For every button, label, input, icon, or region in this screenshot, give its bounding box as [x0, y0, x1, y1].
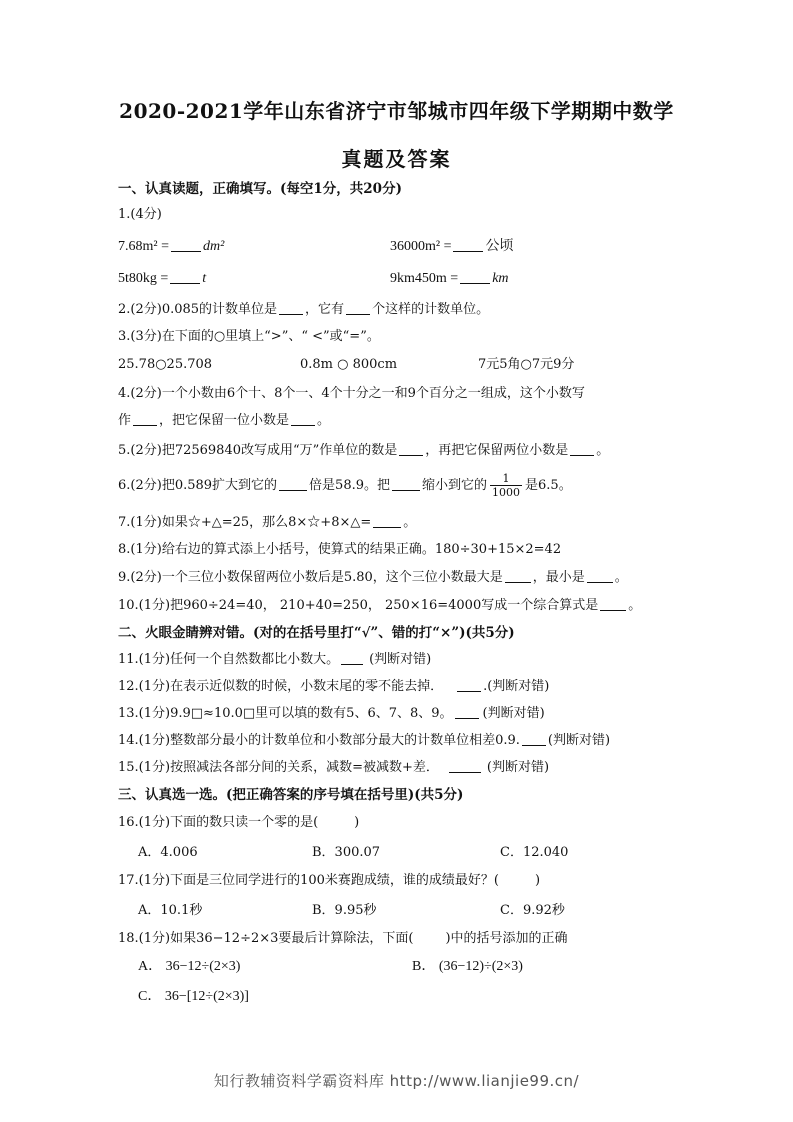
- question-18: [118, 930, 688, 948]
- judge-label: .(判断对错): [483, 679, 550, 694]
- question-2: [118, 301, 688, 319]
- q4-text-2: ，把它保留一位小数是: [159, 413, 290, 428]
- question-1-head: 1.(4分): [118, 207, 162, 222]
- section-1-heading: 一、认真读题，正确填写。(每空1分，共20分): [118, 181, 402, 197]
- question-14: [118, 732, 688, 750]
- section-2-heading: 二、火眼金睛辨对错。(对的在括号里打“√”、错的打“×”)(共5分): [118, 625, 515, 641]
- question-16: [118, 814, 688, 832]
- answer-blank[interactable]: [392, 490, 420, 491]
- q6-text-4: 是6.5。: [525, 478, 572, 493]
- q6-text-3: 缩小到它的: [422, 478, 488, 493]
- q7-text-2: 。: [403, 515, 417, 530]
- answer-blank[interactable]: [460, 283, 490, 284]
- q10-text-2: 。: [628, 598, 642, 613]
- q9-text-3: 。: [614, 570, 628, 585]
- judge-label: (判断对错): [486, 760, 550, 775]
- q7-text-1: 7.(1分)如果☆+△=25，那么8×☆+8×△=: [118, 515, 372, 530]
- question-17: [118, 872, 688, 890]
- answer-blank[interactable]: [279, 490, 307, 491]
- question-7: [118, 514, 688, 532]
- judge-label: (判断对错): [482, 706, 545, 721]
- section-3-heading: 三、认真选一选。(把正确答案的序号填在括号里)(共5分): [118, 787, 464, 803]
- answer-blank[interactable]: [373, 527, 401, 528]
- q16-option-a[interactable]: A．4.006: [138, 845, 198, 860]
- question-13: [118, 705, 688, 723]
- q18-text-2: )中的括号添加的正确: [445, 931, 568, 946]
- q6-text-2: 倍是58.9。把: [309, 478, 390, 493]
- answer-blank[interactable]: [449, 772, 481, 773]
- answer-blank[interactable]: [346, 314, 370, 315]
- q4-text-1: 作: [118, 413, 132, 428]
- q16-text: 16.(1分)下面的数只读一个零的是(: [118, 815, 319, 830]
- q2-text-1: 2.(2分)0.085的计数单位是: [118, 302, 278, 317]
- answer-blank[interactable]: [279, 314, 303, 315]
- q2-text-3: 个这样的计数单位。: [372, 302, 490, 317]
- question-3-a: 25.78○25.708: [118, 357, 213, 372]
- answer-blank[interactable]: [399, 455, 423, 456]
- footer-watermark: 知行教辅资料学霸资料库 http://www.lianjie99.cn/: [213, 1072, 580, 1090]
- q14-text: 14.(1分)整数部分最小的计数单位和小数部分最大的计数单位相差0.9.: [118, 733, 520, 748]
- q18-option-c[interactable]: C． 36−[12÷(2×3)]: [138, 989, 249, 1004]
- q17-option-a[interactable]: A．10.1秒: [138, 903, 203, 918]
- q5-text-3: 。: [596, 443, 610, 458]
- answer-blank[interactable]: [171, 251, 201, 252]
- q1d-unit: km: [492, 271, 509, 286]
- question-6: [118, 472, 688, 500]
- question-5: [118, 442, 688, 460]
- q4-text-3: 。: [317, 413, 331, 428]
- q18-text: 18.(1分)如果36−12÷2×3要最后计算除法，下面(: [118, 931, 414, 946]
- question-8: 8.(1分)给右边的算式添上小括号，使算式的结果正确。180÷30+15×2=42: [118, 542, 562, 557]
- question-12: [118, 678, 688, 696]
- q5-text-1: 5.(2分)把72569840改写成用“万”作单位的数是: [118, 443, 398, 458]
- question-15: [118, 759, 688, 777]
- q2-text-2: ，它有: [305, 302, 345, 317]
- q16-option-c[interactable]: C．12.040: [500, 845, 569, 860]
- q16-text-close: ): [354, 815, 360, 830]
- q1c-text: 5t80kg =: [118, 271, 169, 286]
- fraction-one-thousandth: [490, 472, 522, 499]
- question-1-d: [390, 270, 509, 288]
- fraction-numerator: 1: [490, 472, 522, 486]
- answer-blank[interactable]: [522, 745, 546, 746]
- question-11: [118, 651, 688, 669]
- q17-text: 17.(1分)下面是三位同学进行的100米赛跑成绩，谁的成绩最好？(: [118, 873, 499, 888]
- answer-blank[interactable]: [341, 664, 363, 665]
- q5-text-2: ，再把它保留两位小数是: [425, 443, 569, 458]
- question-3-b: 0.8m ○ 800cm: [300, 357, 398, 372]
- question-3-c: 7元5角○7元9分: [478, 357, 575, 372]
- q9-text-2: ，最小是: [532, 570, 585, 585]
- q11-text: 11.(1分)任何一个自然数都比小数大。: [118, 652, 340, 667]
- document-subtitle: 真题及答案: [341, 147, 452, 171]
- q18-option-a[interactable]: A． 36−12÷(2×3): [138, 959, 241, 974]
- q15-text: 15.(1分)按照减法各部分间的关系，减数=被减数+差．: [118, 760, 439, 775]
- q9-text-1: 9.(2分)一个三位小数保留两位小数后是5.80，这个三位小数最大是: [118, 570, 503, 585]
- answer-blank[interactable]: [570, 455, 594, 456]
- q17-option-b[interactable]: B．9.95秒: [312, 903, 377, 918]
- answer-blank[interactable]: [457, 691, 481, 692]
- q16-option-b[interactable]: B．300.07: [312, 845, 381, 860]
- q12-text: 12.(1分)在表示近似数的时候，小数末尾的零不能去掉．: [118, 679, 444, 694]
- q1a-text: 7.68m² =: [118, 239, 169, 254]
- judge-label: (判断对错): [369, 652, 432, 667]
- answer-blank[interactable]: [170, 283, 200, 284]
- answer-blank[interactable]: [291, 425, 315, 426]
- document-title: 2020-2021学年山东省济宁市邹城市四年级下学期期中数学: [119, 99, 674, 123]
- answer-blank[interactable]: [455, 718, 479, 719]
- answer-blank[interactable]: [453, 251, 483, 252]
- q6-text-1: 6.(2分)把0.589扩大到它的: [118, 478, 278, 493]
- question-3: 3.(3分)在下面的○里填上“>”、“ <”或“=”。: [118, 329, 380, 344]
- q17-option-c[interactable]: C．9.92秒: [500, 903, 565, 918]
- q1b-text: 36000m² =: [390, 239, 452, 254]
- q1d-text: 9km450m =: [390, 271, 459, 286]
- q1c-unit: t: [202, 271, 207, 286]
- q17-text-close: ): [534, 873, 541, 888]
- fraction-denominator: 1000: [492, 486, 521, 499]
- question-10: [118, 597, 688, 615]
- q1b-unit: 公顷: [485, 239, 514, 254]
- q1a-unit: dm²: [202, 239, 225, 254]
- question-9: [118, 569, 688, 587]
- question-1-b: [390, 238, 513, 256]
- q18-option-b[interactable]: B． (36−12)÷(2×3): [412, 959, 523, 974]
- answer-blank[interactable]: [587, 582, 613, 583]
- answer-blank[interactable]: [505, 582, 531, 583]
- q10-text-1: 10.(1分)把960÷24=40， 210+40=250， 250×16=4000写成一个综合算式是: [118, 598, 599, 613]
- answer-blank[interactable]: [600, 610, 626, 611]
- judge-label: (判断对错): [547, 733, 611, 748]
- answer-blank[interactable]: [133, 425, 157, 426]
- q13-text: 13.(1分)9.9□≈10.0□里可以填的数有5、6、7、8、9。: [118, 706, 453, 721]
- question-4-line-2: [118, 412, 688, 430]
- question-4-line-1: 4.(2分)一个小数由6个十、8个一、4个十分之一和9个百分之一组成，这个小数写: [118, 386, 585, 401]
